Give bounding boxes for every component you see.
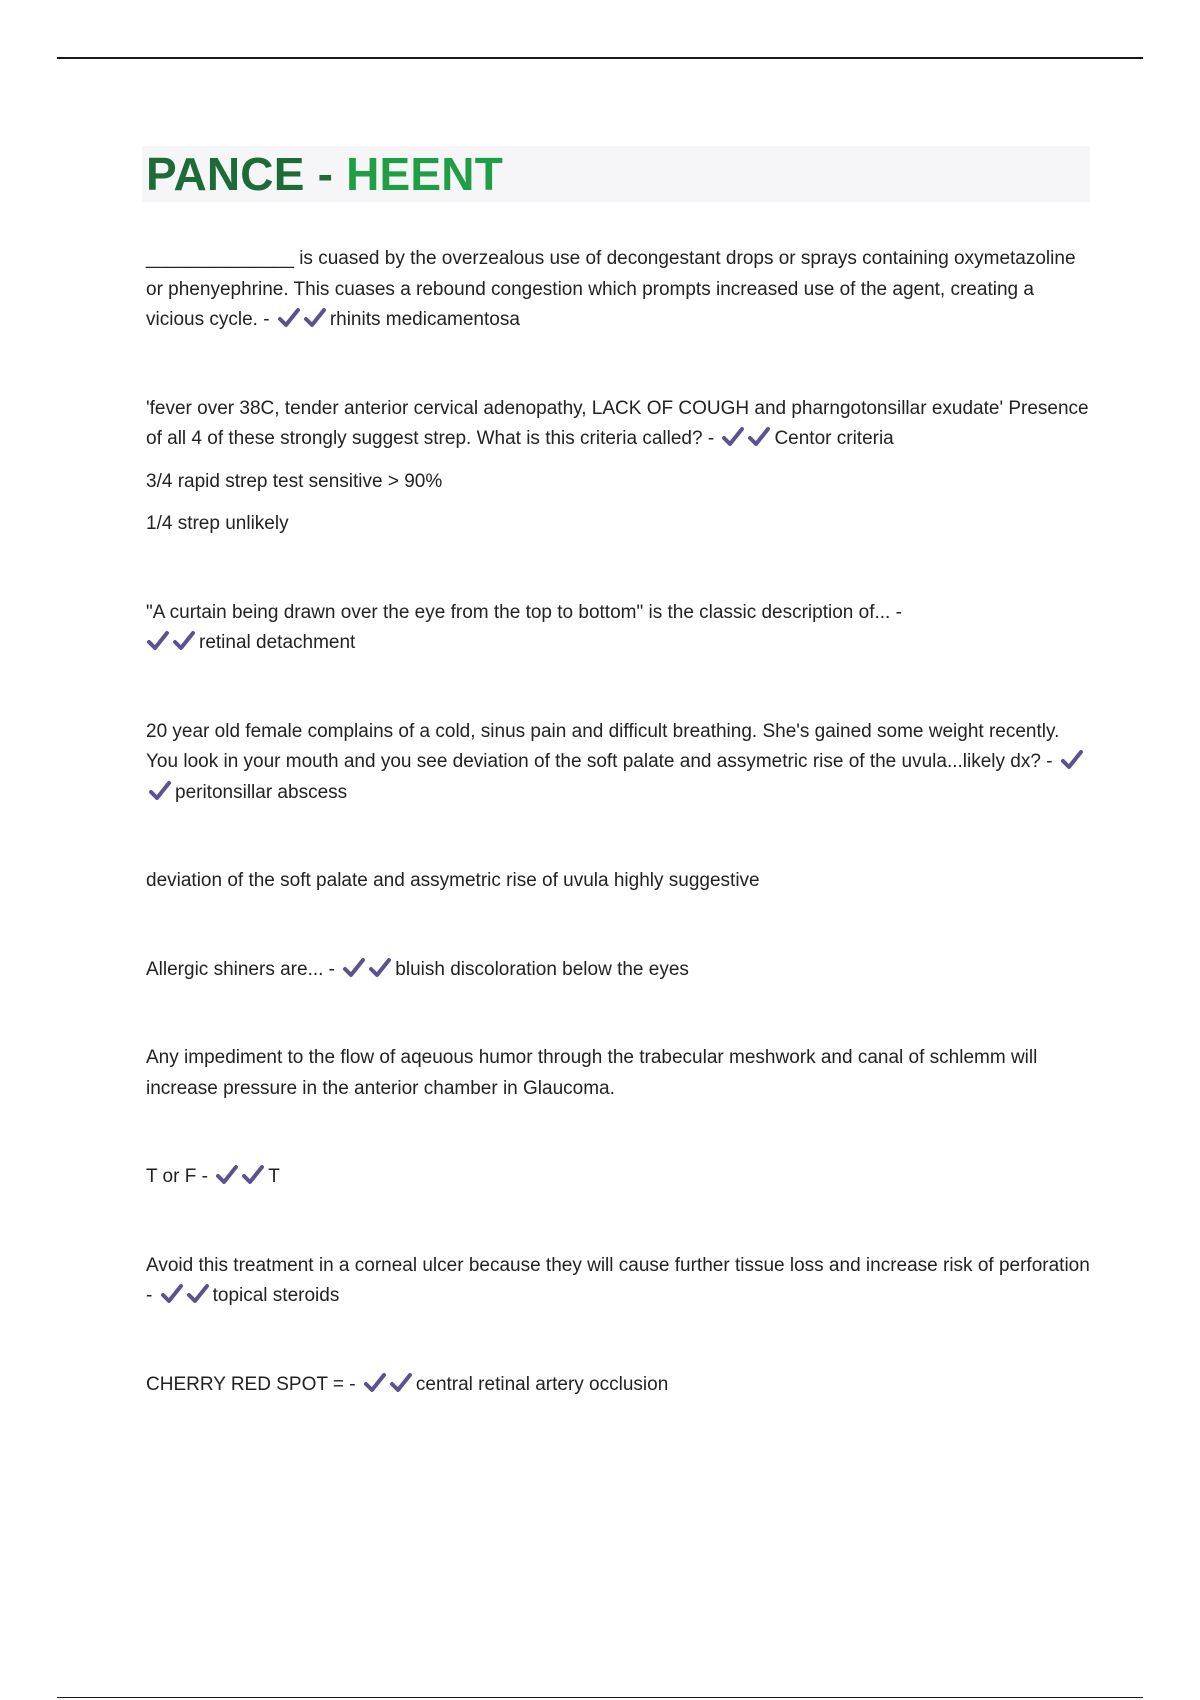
flashcard-answer: peritonsillar abscess	[175, 781, 348, 803]
flashcard-6	[146, 1162, 1091, 1193]
flashcard-question: T or F	[146, 1166, 197, 1187]
flashcard-question: 20 year old female complains of a cold, sinus pain and difficult breathing. She's gained some weight recently. You look in your mouth and you see deviation of the soft palate and assymetric rise of the uvula...likely dx?	[146, 720, 1060, 772]
check-icon	[215, 1164, 239, 1186]
flashcard-list	[146, 244, 1091, 1400]
flashcard-3	[146, 598, 1091, 659]
flashcard-1	[146, 244, 1091, 336]
flashcard-answer: topical steroids	[212, 1285, 340, 1306]
flashcard-5	[146, 955, 1091, 986]
separator: -	[890, 601, 902, 623]
flashcard-7	[146, 1251, 1091, 1312]
flashcard-4	[146, 717, 1091, 809]
check-icon	[186, 1283, 210, 1305]
separator: -	[702, 428, 720, 449]
flashcard-answer: retinal detachment	[199, 632, 356, 653]
separator: -	[146, 1285, 158, 1306]
check-icon	[747, 426, 771, 448]
separator: -	[196, 1166, 214, 1187]
check-icon	[241, 1164, 265, 1186]
flashcard-question: Avoid this treatment in a corneal ulcer because they will cause further tissue loss and increase risk of perforation	[146, 1254, 1090, 1276]
check-icon	[368, 957, 392, 979]
separator: -	[1040, 751, 1058, 772]
separator: -	[343, 1373, 361, 1395]
flashcard-8	[146, 1370, 1091, 1401]
check-icon	[303, 307, 327, 329]
check-icon	[342, 957, 366, 979]
note-line: Any impediment to the flow of aqeuous humor through the trabecular meshwork and canal of schlemm will increase pressure in the anterior chamber in Glaucoma.	[146, 1047, 1038, 1099]
title-prefix: PANCE -	[146, 148, 347, 200]
flashcard-question: CHERRY RED SPOT =	[146, 1373, 344, 1395]
check-icon	[172, 630, 196, 652]
check-icon	[721, 426, 745, 448]
check-icon	[389, 1372, 413, 1394]
top-rule	[57, 57, 1143, 59]
bottom-rule	[57, 1697, 1143, 1698]
flashcard-question: 'fever over 38C, tender anterior cervical adenopathy, LACK OF COUGH and pharngotonsillar exudate' Presence of all 4 of these strongly suggest strep. What is this criteria called?	[146, 397, 1089, 449]
check-icon	[363, 1372, 387, 1394]
flashcard-question: Allergic shiners are...	[146, 958, 324, 980]
page-title	[146, 148, 503, 200]
flashcard-answer: T	[268, 1166, 280, 1187]
flashcard-answer: central retinal artery occlusion	[415, 1373, 669, 1395]
check-icon	[160, 1283, 184, 1305]
flashcard-answer: Centor criteria	[774, 428, 894, 449]
flashcard-answer: bluish discoloration below the eyes	[395, 958, 689, 980]
check-icon	[148, 780, 172, 802]
separator: -	[323, 958, 341, 980]
flashcard-answer: rhinits medicamentosa	[329, 309, 520, 330]
check-icon	[1060, 749, 1084, 771]
check-icon	[277, 307, 301, 329]
flashcard-2	[146, 394, 1091, 455]
note-line: 3/4 rapid strep test sensitive > 90%	[146, 470, 443, 492]
note-line: 1/4 strep unlikely	[146, 513, 289, 534]
flashcard-question: ______________ is cuased by the overzealous use of decongestant drops or sprays containing oxymetazoline or phenyephrine. This cuases a rebound congestion which prompts increased use of the agent, creating a vicious cycle.	[146, 248, 1076, 330]
check-icon	[146, 630, 170, 652]
flashcard-question: "A curtain being drawn over the eye from the top to bottom" is the classic description of...	[146, 601, 891, 623]
separator: -	[257, 309, 275, 330]
title-topic: HEENT	[346, 148, 503, 200]
note-line: deviation of the soft palate and assymetric rise of uvula highly suggestive	[146, 870, 760, 891]
